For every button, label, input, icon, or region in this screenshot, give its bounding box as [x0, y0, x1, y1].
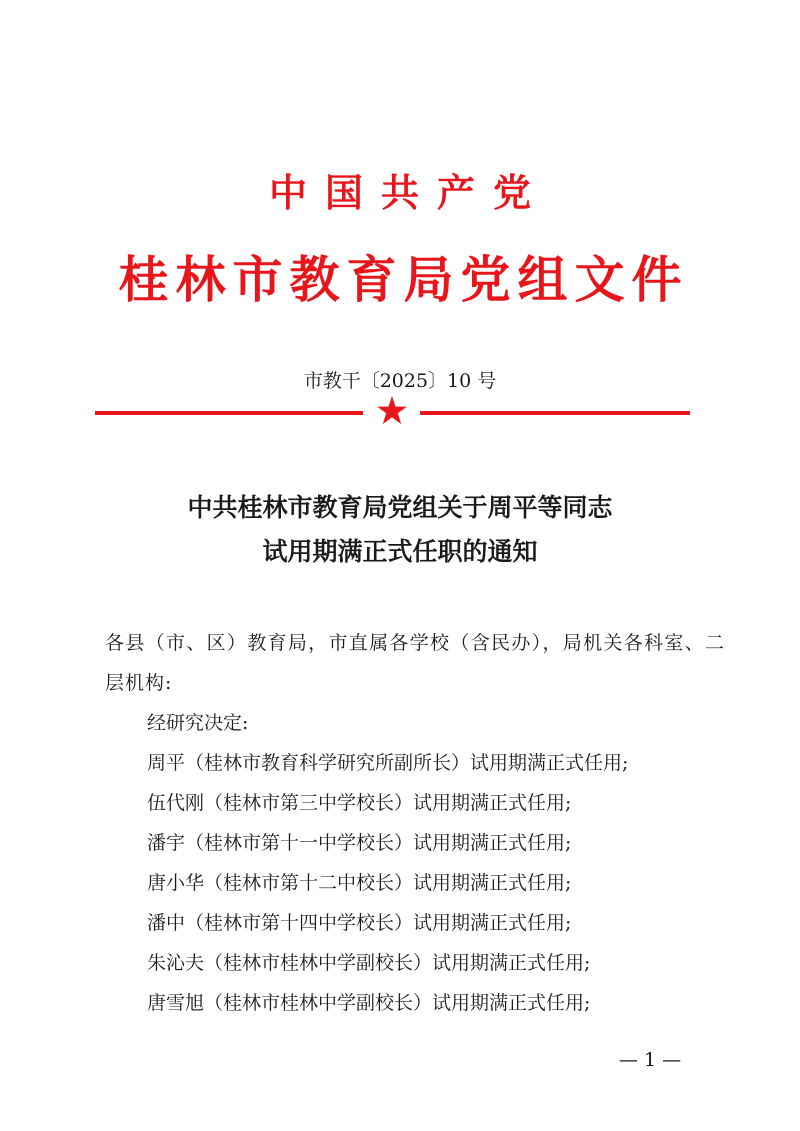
appointment-item: 伍代刚（桂林市第三中学校长）试用期满正式任用;	[147, 792, 572, 814]
document-header-title: 桂林市教育局党组文件	[118, 251, 689, 309]
star-icon	[376, 395, 408, 427]
notice-body	[105, 623, 725, 1023]
org-line: 中国共产党	[268, 171, 549, 215]
decision-intro: 经研究决定:	[147, 712, 249, 734]
appointment-item: 唐小华（桂林市第十二中校长）试用期满正式任用;	[147, 872, 572, 894]
appointment-item: 潘宇（桂林市第十一中学校长）试用期满正式任用;	[147, 832, 572, 854]
appointment-item: 唐雪旭（桂林市桂林中学副校长）试用期满正式任用;	[147, 992, 591, 1014]
notice-title-line-1: 中共桂林市教育局党组关于周平等同志	[187, 493, 613, 522]
appointment-item: 周平（桂林市教育科学研究所副所长）试用期满正式任用;	[147, 752, 629, 774]
red-divider-right	[420, 411, 690, 415]
document-number: 市教干〔2025〕10 号	[303, 370, 497, 392]
page-number: — 1 —	[618, 1049, 682, 1071]
red-divider-left	[95, 411, 363, 415]
appointment-item: 潘中（桂林市第十四中学校长）试用期满正式任用;	[147, 912, 572, 934]
appointment-item: 朱沁夫（桂林市桂林中学副校长）试用期满正式任用;	[147, 952, 591, 974]
salutation: 各县（市、区）教育局，市直属各学校（含民办），局机关各科室、二层机构:	[105, 632, 725, 694]
notice-title-line-2: 试用期满正式任职的通知	[262, 537, 538, 566]
